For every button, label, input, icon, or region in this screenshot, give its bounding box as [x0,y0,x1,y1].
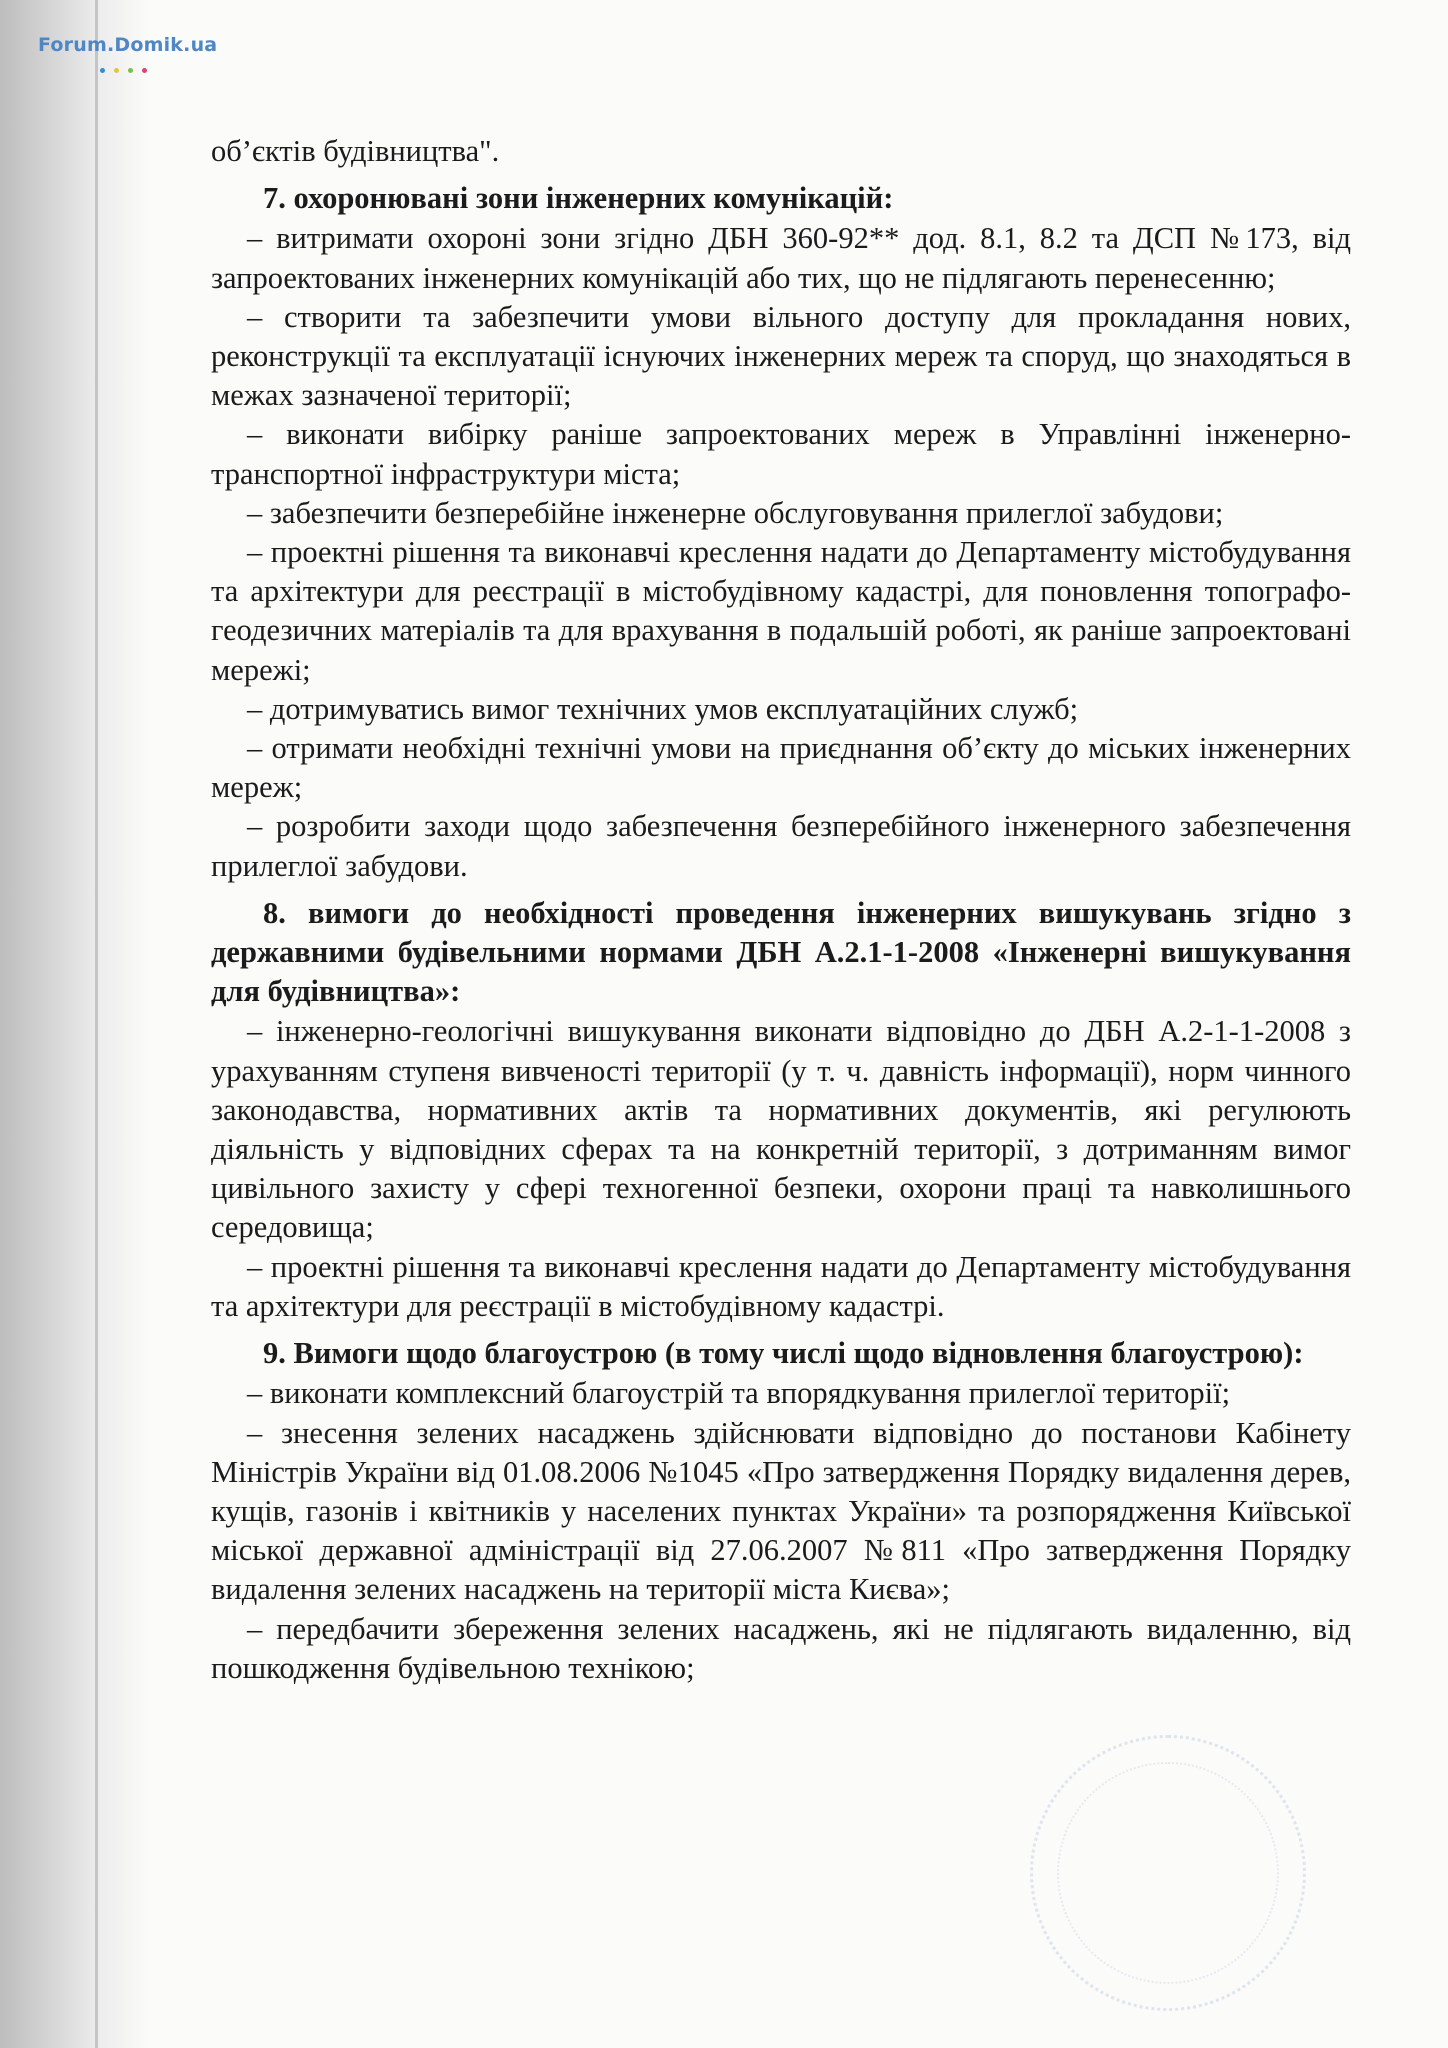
section-7-item: – створити та забезпечити умови вільного доступу для прокладання нових, реконструкції та експлуатації існуючих інженерних мереж та споруд, що знаходяться в межах зазначеної території; [211,299,1351,413]
section-7-item: – дотримуватись вимог технічних умов експлуатаційних служб; [247,691,1079,726]
site-watermark: Forum.Domik.ua [38,34,218,56]
section-7-item: – витримати охороні зони згідно ДБН 360-92** дод. 8.1, 8.2 та ДСП №173, від запроектованих інженерних комунікацій або тих, що не підлягають перенесенню; [211,221,1351,295]
section-9-item: – передбачити збереження зелених насаджень, які не підлягають видаленню, від пошкодження будівельною технікою; [211,1611,1351,1685]
faded-stamp-impression [1030,1735,1306,2011]
section-heading-8: 8. вимоги до необхідності проведення інженерних вишукувань згідно з державними будівельними нормами ДБН А.2.1-1-2008 «Інженерні вишукування для будівництва»: [211,895,1351,1009]
watermark-dot [114,68,119,73]
stamp-inner-ring [1057,1762,1279,1984]
document-page [211,132,1351,1688]
section-8-item: – інженерно-геологічні вишукування виконати відповідно до ДБН А.2-1-1-2008 з урахуванням ступеня вивченості території (у т. ч. давність інформації), норм чинного законодавства, нормативних актів та нормативних документів, які регулюють діяльність у відповідних сферах та на конкретній території, з дотриманням вимог цивільного захисту у сфері техногенної безпеки, охорони праці та навколишнього середовища; [211,1014,1351,1245]
scan-left-edge [0,0,150,2048]
intro-continuation: об’єктів будівництва". [211,134,500,168]
section-8-item: – проектні рішення та виконавчі креслення надати до Департаменту містобудування та архітектури для реєстрації в містобудівному кадастрі. [211,1249,1351,1323]
section-heading-7: 7. охоронювані зони інженерних комунікацій: [263,181,894,216]
section-heading-9: 9. Вимоги щодо благоустрою (в тому числі щодо відновлення благоустрою): [263,1336,1304,1371]
section-7-item: – розробити заходи щодо забезпечення безперебійного інженерного забезпечення прилеглої забудови. [211,809,1351,883]
section-9-item: – знесення зелених насаджень здійснювати відповідно до постанови Кабінету Міністрів України від 01.08.2006 №1045 «Про затвердження Порядку видалення дерев, кущів, газонів і квітників у населених пунктах України» та розпорядження Київської міської державної адміністрації від 27.06.2007 №811 «Про затвердження Порядку видалення зелених насаджень на території міста Києва»; [211,1415,1351,1607]
watermark-dots [100,60,156,78]
watermark-dot [128,68,133,73]
section-9-item: – виконати комплексний благоустрій та впорядкування прилеглої території; [247,1376,1231,1411]
watermark-dot [142,68,147,73]
watermark-dot [100,68,105,73]
section-7-item: – забезпечити безперебійне інженерне обслуговування прилеглої забудови; [247,495,1224,530]
section-7-item: – отримати необхідні технічні умови на приєднання об’єкту до міських інженерних мереж; [211,731,1351,805]
section-7-item: – проектні рішення та виконавчі креслення надати до Департаменту містобудування та архітектури для реєстрації в містобудівному кадастрі, для поновлення топографо-геодезичних матеріалів та для врахування в подальшій роботі, як раніше запроектовані мережі; [211,535,1351,687]
section-7-item: – виконати вибірку раніше запроектованих мереж в Управлінні інженерно-транспортної інфраструктури міста; [211,417,1351,491]
scan-edge-line [95,0,98,2048]
